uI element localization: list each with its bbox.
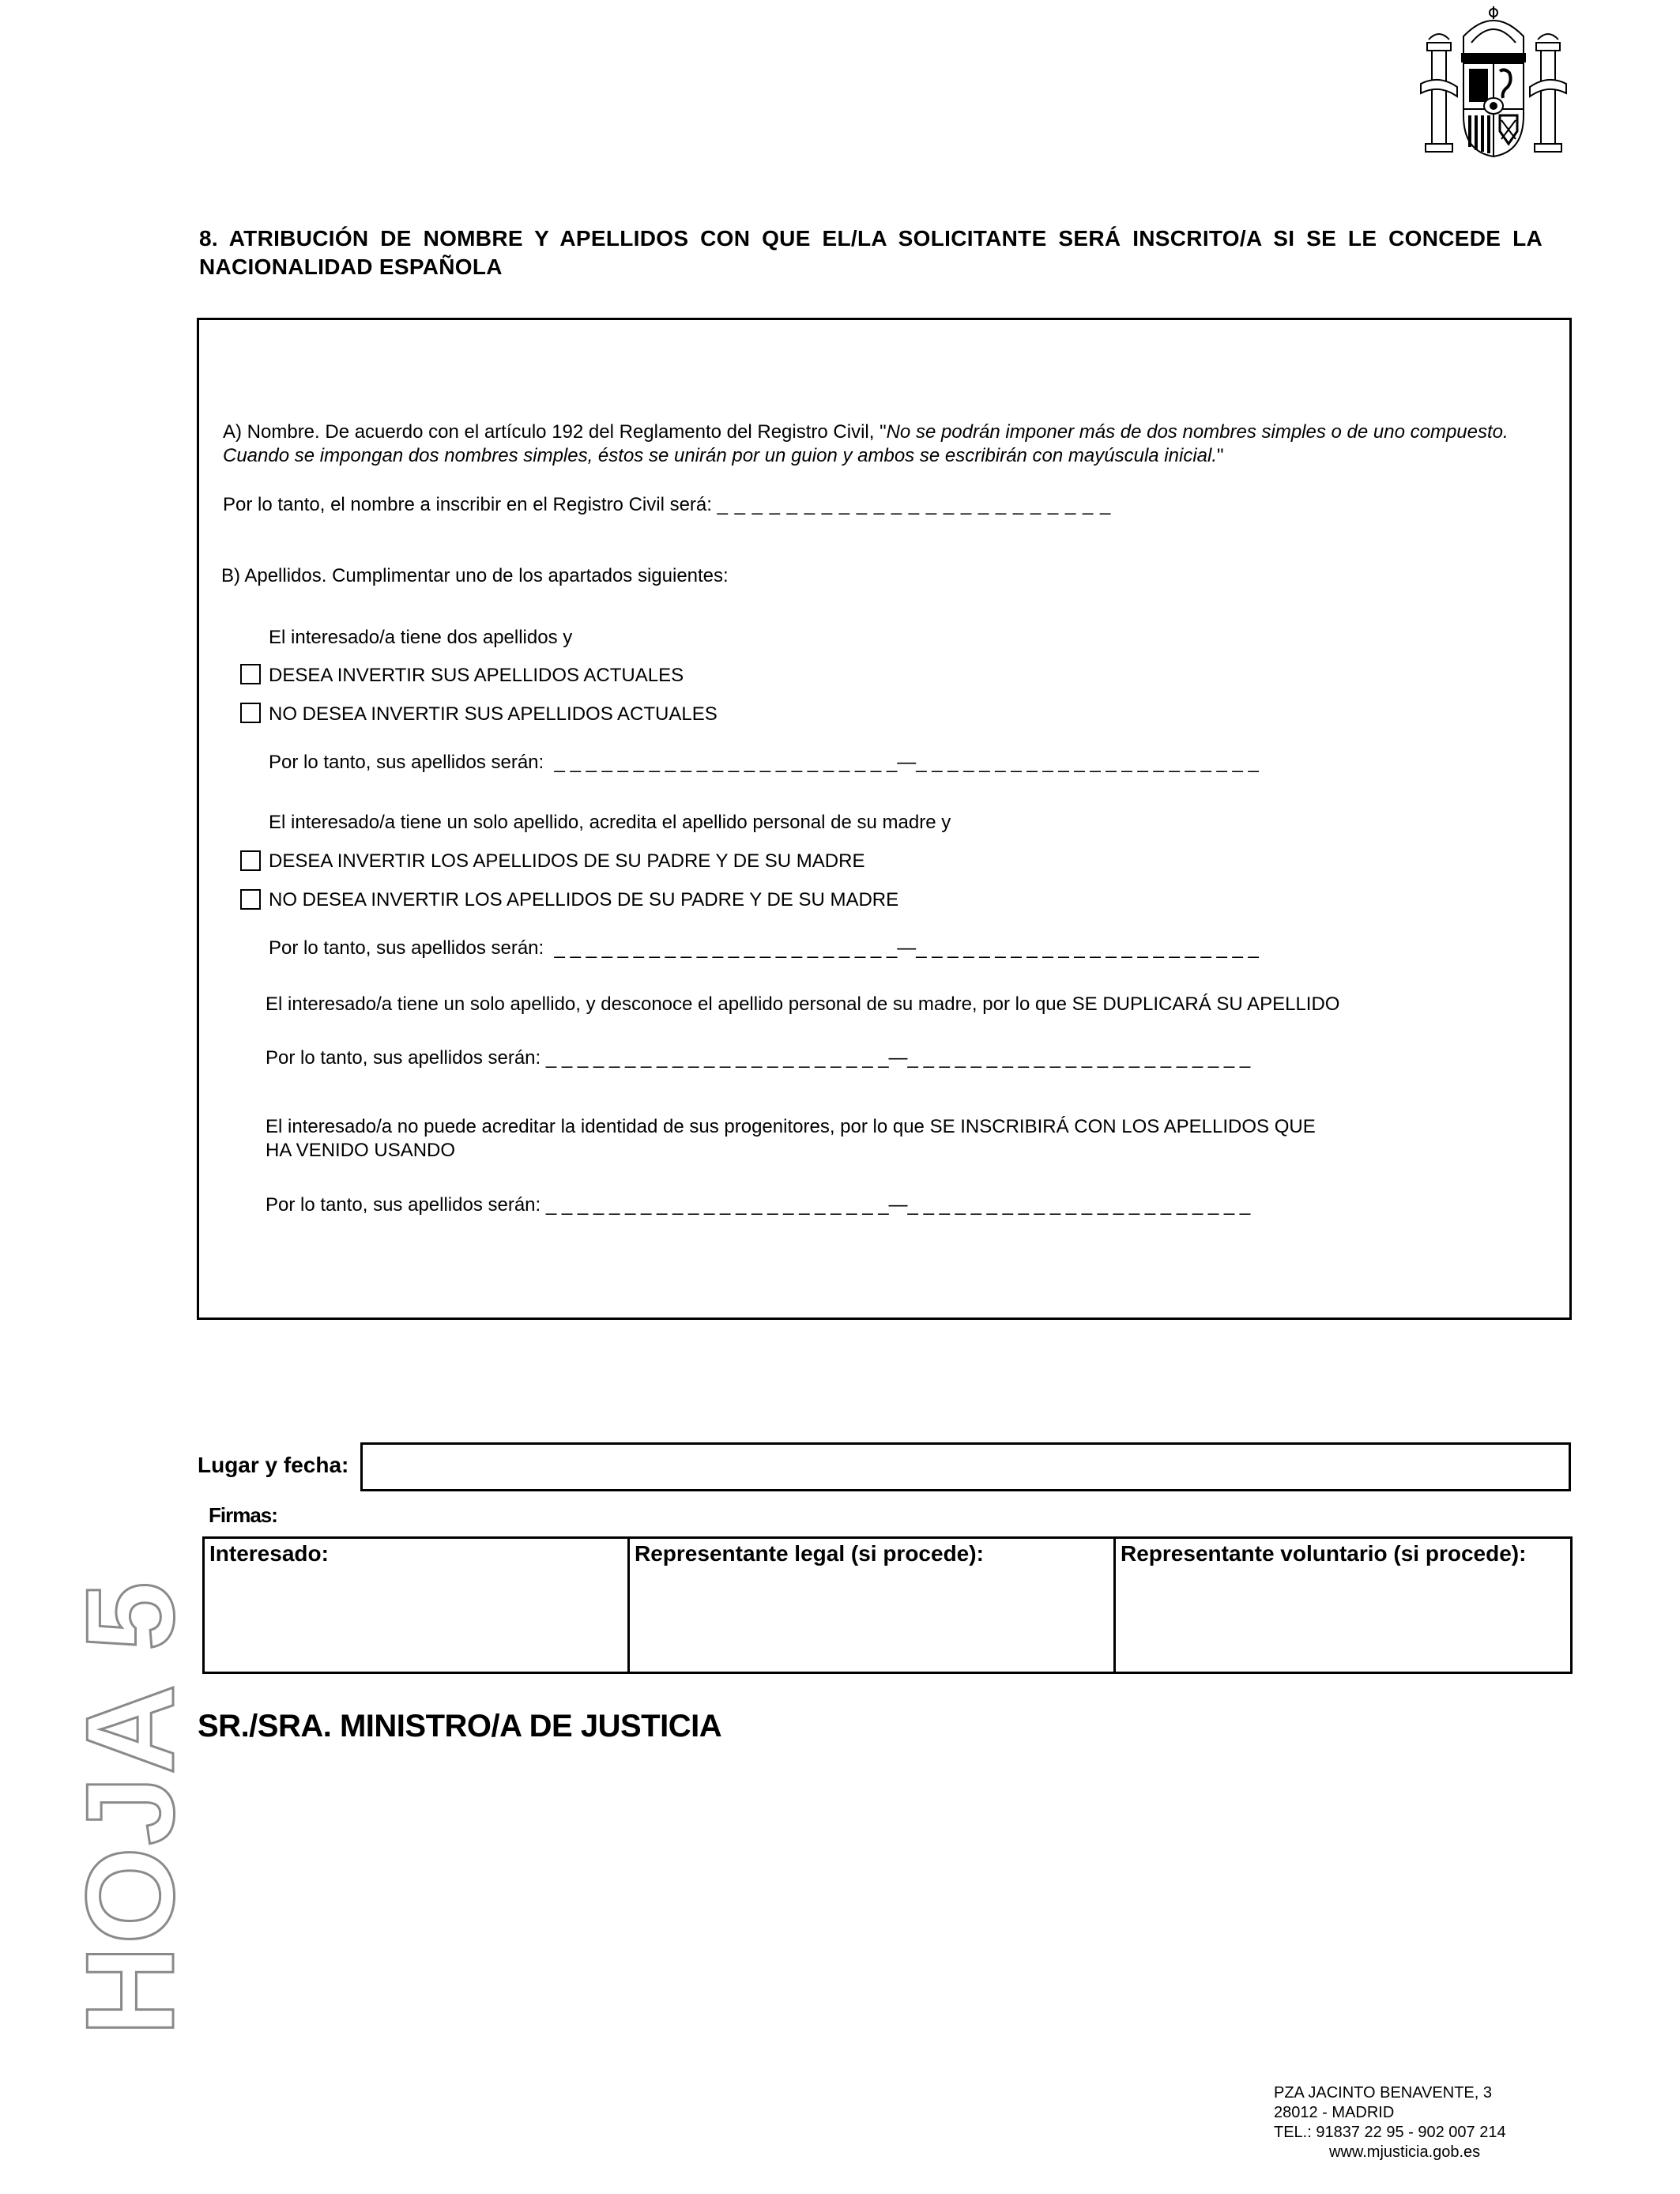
part-a-name-label: Por lo tanto, el nombre a inscribir en el Registro Civil será: <box>223 494 712 515</box>
part-b-heading: B) Apellidos. Cumplimentar uno de los apartados siguientes: <box>221 565 729 586</box>
section-title-line2: NACIONALIDAD ESPAÑOLA <box>199 254 503 279</box>
option3-result-line <box>266 1046 1250 1070</box>
signatures-label: Firmas: <box>209 1503 277 1527</box>
option2-no-invert-label: NO DESEA INVERTIR LOS APELLIDOS DE SU PADRE Y DE SU MADRE <box>269 889 899 910</box>
signature-col-interested: Interesado: <box>209 1541 329 1566</box>
place-date-field[interactable] <box>360 1442 1571 1491</box>
signature-cell-legal-rep[interactable] <box>627 1539 1113 1672</box>
signature-col-voluntary-rep: Representante voluntario (si procede): <box>1121 1541 1527 1566</box>
section-title <box>199 224 1543 281</box>
part-a-name-line <box>223 493 1111 517</box>
signature-col-legal-rep: Representante legal (si procede): <box>635 1541 984 1566</box>
signature-cell-voluntary-rep[interactable] <box>1113 1539 1570 1672</box>
option1-no-invert-label: NO DESEA INVERTIR SUS APELLIDOS ACTUALES <box>269 703 718 725</box>
option4-lead-line1: El interesado/a no puede acreditar la identidad de sus progenitores, por lo que SE INSCRIBIRÁ CON LOS APELLIDOS QUE <box>266 1116 1316 1137</box>
part-a-paragraph <box>223 420 1511 468</box>
option1-no-invert-checkbox[interactable] <box>240 703 261 723</box>
footer-phone: TEL.: 91837 22 95 - 902 007 214 <box>1274 2124 1506 2141</box>
option2-result-line <box>269 937 1259 960</box>
option1-result-label: Por lo tanto, sus apellidos serán: <box>269 752 544 773</box>
option2-invert-checkbox[interactable] <box>240 850 261 871</box>
option4-lead-line2: HA VENIDO USANDO <box>266 1140 456 1161</box>
place-date-label: Lugar y fecha: <box>198 1453 349 1477</box>
footer-address-line1: PZA JACINTO BENAVENTE, 3 <box>1274 2084 1492 2102</box>
part-a-name-blank[interactable]: _ _ _ _ _ _ _ _ _ _ _ _ _ _ _ _ _ _ _ _ _ _ _ <box>717 494 1112 515</box>
option3-result-label: Por lo tanto, sus apellidos serán: <box>266 1047 541 1069</box>
option1-lead: El interesado/a tiene dos apellidos y <box>269 627 573 648</box>
option2-result-blank[interactable]: _ _ _ _ _ _ _ _ _ _ _ _ _ _ _ _ _ _ _ _ _ _—_ _ _ _ _ _ _ _ _ _ _ _ _ _ _ _ _ _ _ _ _ _ <box>554 937 1259 959</box>
part-a-quote: No se podrán imponer más de dos nombres simples o de uno compuesto. Cuando se impongan dos nombres simples, éstos se unirán por un guion y ambos se escribirán con mayúscula inicial. <box>223 421 1509 466</box>
footer-web-link[interactable]: www.mjusticia.gob.es <box>1329 2143 1481 2161</box>
sheet-label: HOJA 5 <box>61 1580 200 2036</box>
option3-result-blank[interactable]: _ _ _ _ _ _ _ _ _ _ _ _ _ _ _ _ _ _ _ _ _ _—_ _ _ _ _ _ _ _ _ _ _ _ _ _ _ _ _ _ _ _ _ _ <box>545 1047 1251 1069</box>
option4-result-label: Por lo tanto, sus apellidos serán: <box>266 1194 541 1216</box>
option2-invert-label: DESEA INVERTIR LOS APELLIDOS DE SU PADRE Y DE SU MADRE <box>269 850 865 872</box>
signature-cell-interested[interactable] <box>205 1539 627 1672</box>
footer-address <box>1274 2083 1506 2162</box>
option1-invert-label: DESEA INVERTIR SUS APELLIDOS ACTUALES <box>269 665 684 686</box>
option1-result-line <box>269 751 1259 775</box>
option2-lead: El interesado/a tiene un solo apellido, acredita el apellido personal de su madre y <box>269 812 951 833</box>
part-a-quote-close: " <box>1217 445 1224 466</box>
option3-lead: El interesado/a tiene un solo apellido, y desconoce el apellido personal de su madre, por lo que SE DUPLICARÁ SU APELLIDO <box>266 993 1340 1015</box>
option2-no-invert-checkbox[interactable] <box>240 889 261 910</box>
option4-result-blank[interactable]: _ _ _ _ _ _ _ _ _ _ _ _ _ _ _ _ _ _ _ _ _ _—_ _ _ _ _ _ _ _ _ _ _ _ _ _ _ _ _ _ _ _ _ _ <box>545 1194 1251 1216</box>
recipient-heading: SR./SRA. MINISTRO/A DE JUSTICIA <box>198 1709 722 1744</box>
option2-result-label: Por lo tanto, sus apellidos serán: <box>269 937 544 959</box>
spain-coat-of-arms-icon <box>1414 5 1573 160</box>
option1-invert-checkbox[interactable] <box>240 664 261 684</box>
footer-address-line2: 28012 - MADRID <box>1274 2104 1395 2121</box>
option4-result-line <box>266 1193 1250 1217</box>
section-title-line1: 8. ATRIBUCIÓN DE NOMBRE Y APELLIDOS CON QUE EL/LA SOLICITANTE SERÁ INSCRITO/A SI SE LE CONCEDE LA <box>199 226 1543 251</box>
option1-result-blank[interactable]: _ _ _ _ _ _ _ _ _ _ _ _ _ _ _ _ _ _ _ _ _ _—_ _ _ _ _ _ _ _ _ _ _ _ _ _ _ _ _ _ _ _ _ _ <box>554 752 1259 773</box>
signature-table <box>202 1536 1573 1674</box>
part-a-intro: A) Nombre. De acuerdo con el artículo 192 del Reglamento del Registro Civil, " <box>223 421 887 443</box>
